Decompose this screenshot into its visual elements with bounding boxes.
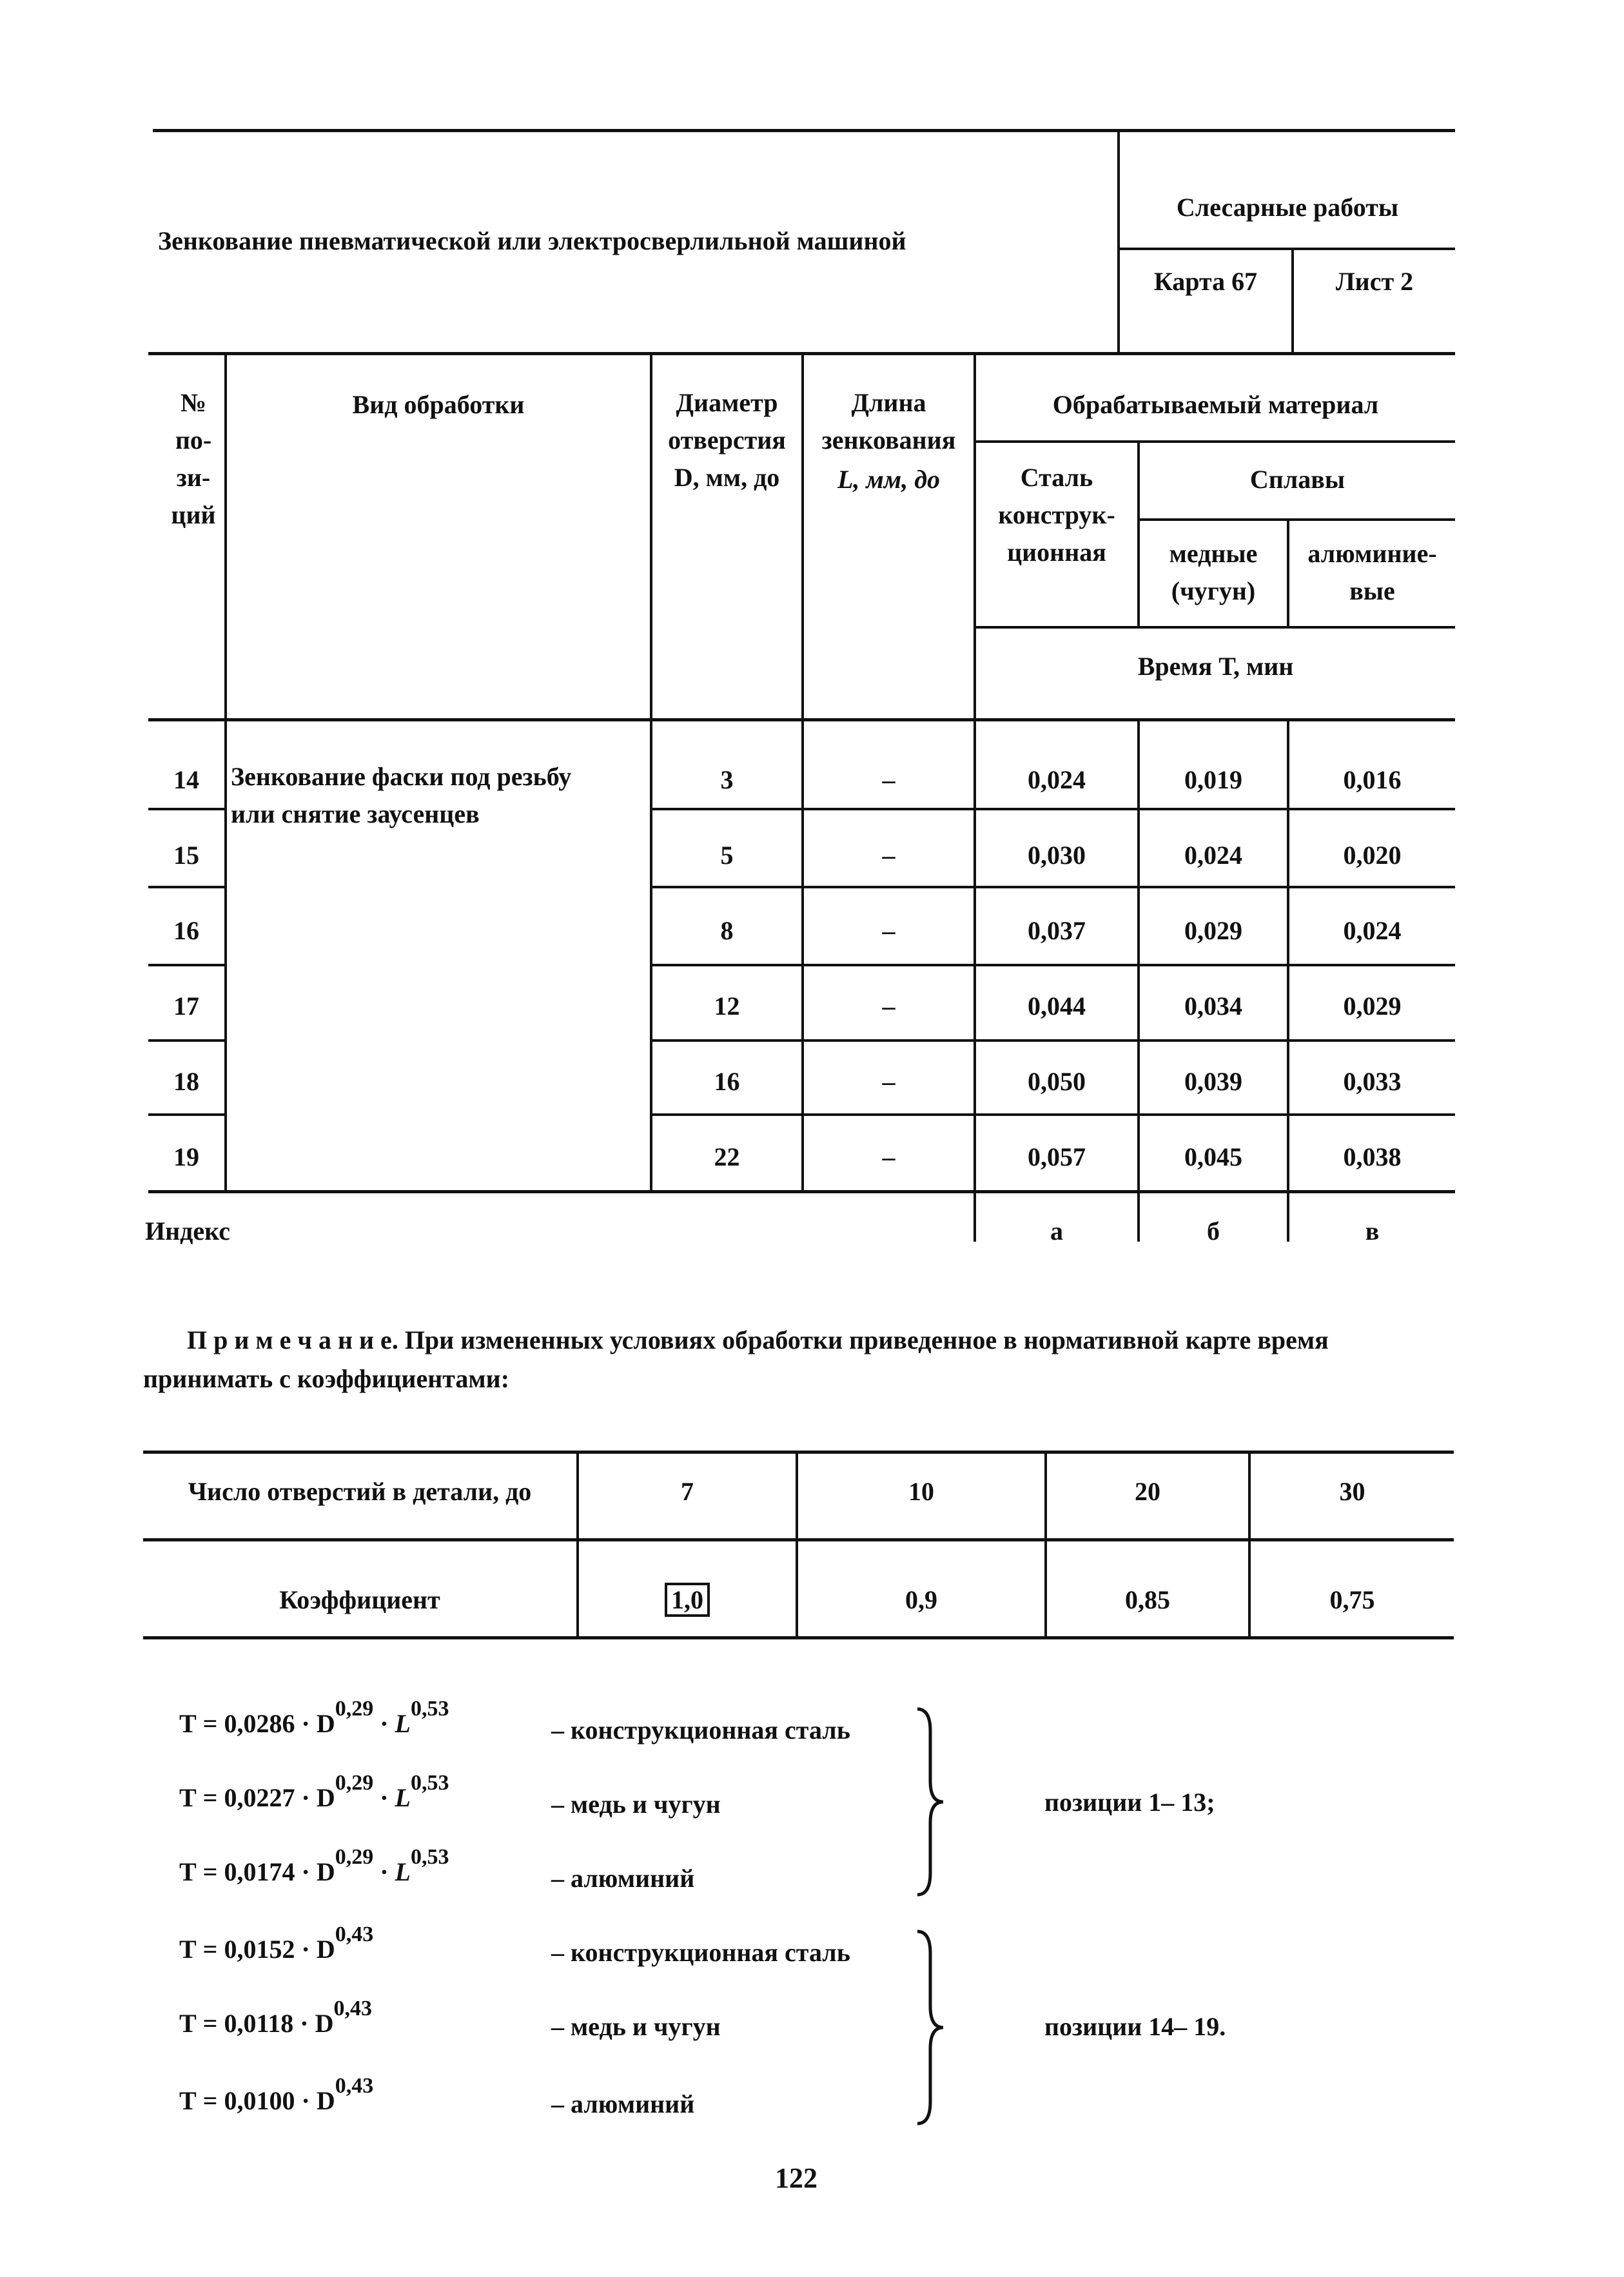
coefficient-cell: 0,85 xyxy=(1125,1585,1170,1614)
diameter-cell: 16 xyxy=(714,1067,740,1096)
coefficient-cell: 0,9 xyxy=(905,1585,937,1614)
position-cell: 18 xyxy=(173,1067,199,1096)
steel-time-cell: 0,057 xyxy=(1028,1142,1086,1171)
coef-top-rule xyxy=(143,1451,1454,1454)
index-v: в xyxy=(1365,1217,1380,1246)
formula-material: – конструкционная сталь xyxy=(551,1715,850,1744)
position-cell: 16 xyxy=(173,916,199,945)
aluminum-time-cell: 0,033 xyxy=(1343,1067,1402,1096)
length-cell: – xyxy=(882,841,895,870)
row-rule-left xyxy=(148,964,224,966)
col-header-position: № по- зи- ций xyxy=(171,388,216,529)
coefficient-cell-boxed xyxy=(579,1585,796,1616)
position-cell: 19 xyxy=(173,1142,199,1171)
col-header-type: Вид обработки xyxy=(352,390,525,419)
col-header-alloys: Сплавы xyxy=(1249,465,1345,494)
coefficient-cell: 0,75 xyxy=(1329,1585,1375,1614)
index-a: а xyxy=(1050,1217,1063,1246)
holes-cell: 7 xyxy=(681,1477,694,1506)
row-rule-left xyxy=(148,886,224,888)
steel-time-cell: 0,044 xyxy=(1028,992,1086,1021)
copper-time-cell: 0,045 xyxy=(1184,1142,1242,1171)
formula-line: Т = 0,0227 · D$^{0,29}$ · L$^{0,53}$ xyxy=(179,1771,449,1812)
row-rule xyxy=(651,1113,1455,1116)
copper-time-cell: 0,029 xyxy=(1184,916,1242,945)
row-rule-left xyxy=(148,1113,224,1116)
col-header-diameter: Диаметр отверстия D, мм, до xyxy=(668,388,786,492)
steel-time-cell: 0,037 xyxy=(1028,916,1086,945)
aluminum-time-cell: 0,024 xyxy=(1343,916,1402,945)
coef-mid-rule xyxy=(143,1538,1454,1541)
col-divider-pos xyxy=(224,352,227,1191)
coefficient-boxed-value: 1,0 xyxy=(665,1583,710,1617)
formula-material: – алюминий xyxy=(551,1864,695,1893)
formula-material: – алюминий xyxy=(551,2089,695,2118)
time-rule xyxy=(975,626,1455,629)
diameter-cell: 22 xyxy=(714,1142,740,1171)
row-rule xyxy=(651,808,1455,810)
formula-material: – медь и чугун xyxy=(551,1790,721,1819)
col-header-length: Длина зенкования xyxy=(821,388,956,454)
coef-row-label-holes: Число отверстий в детали, до xyxy=(188,1477,532,1506)
holes-cell: 20 xyxy=(1135,1477,1160,1506)
col-header-steel: Сталь конструк- ционная xyxy=(998,463,1115,567)
material-rule xyxy=(975,440,1455,443)
section-title: Слесарные работы xyxy=(1176,193,1399,222)
position-cell: 15 xyxy=(173,841,199,870)
right-brace-icon xyxy=(912,1928,951,2127)
length-cell: – xyxy=(882,1142,895,1171)
diameter-cell: 8 xyxy=(720,916,734,945)
coef-bottom-rule xyxy=(143,1636,1454,1639)
aluminum-time-cell: 0,038 xyxy=(1343,1142,1402,1171)
copper-time-cell: 0,024 xyxy=(1184,841,1242,870)
row-rule xyxy=(651,964,1455,966)
formula-line: Т = 0,0152 · D$^{0,43}$ xyxy=(179,1922,374,1964)
note-paragraph xyxy=(187,1325,1329,1356)
formula-line: Т = 0,0100 · D$^{0,43}$ xyxy=(179,2074,374,2115)
col-header-length-unit: L, мм, до xyxy=(837,465,941,494)
diameter-cell: 5 xyxy=(720,841,734,870)
formula-line: Т = 0,0174 · D$^{0,29}$ · L$^{0,53}$ xyxy=(179,1845,449,1886)
note-text-continued: принимать с коэффициентами: xyxy=(143,1364,510,1393)
aluminum-time-cell: 0,029 xyxy=(1343,992,1402,1021)
steel-time-cell: 0,030 xyxy=(1028,841,1086,870)
index-b: б xyxy=(1207,1217,1220,1246)
aluminum-time-cell: 0,020 xyxy=(1343,841,1402,870)
right-brace-icon xyxy=(912,1705,951,1899)
length-cell: – xyxy=(882,916,895,945)
note-label: П р и м е ч а н и е. xyxy=(187,1325,398,1354)
formula-line: Т = 0,0286 · D$^{0,29}$ · L$^{0,53}$ xyxy=(179,1697,449,1738)
diameter-cell: 3 xyxy=(720,765,734,794)
sheet-number: Лист 2 xyxy=(1335,267,1414,296)
holes-cell: 30 xyxy=(1339,1477,1365,1506)
col-header-material: Обрабатываемый материал xyxy=(1052,390,1379,419)
diameter-cell: 12 xyxy=(714,992,740,1021)
positions-label-1-13: позиции 1– 13; xyxy=(1044,1788,1215,1817)
copper-time-cell: 0,039 xyxy=(1184,1067,1242,1096)
header-card-divider xyxy=(1291,248,1294,353)
page-number: 122 xyxy=(775,2162,817,2194)
coef-row-label-coefficient: Коэффициент xyxy=(279,1585,440,1614)
length-cell: – xyxy=(882,1067,895,1096)
header-top-rule xyxy=(153,129,1455,132)
copper-time-cell: 0,034 xyxy=(1184,992,1242,1021)
document-title: Зенкование пневматической или электросверлильной машиной xyxy=(158,226,906,255)
formula-material: – медь и чугун xyxy=(551,2012,721,2041)
formula-material: – конструкционная сталь xyxy=(551,1938,850,1967)
note-text: При измененных условиях обработки приведенное в нормативной карте время xyxy=(404,1325,1329,1354)
alloys-rule xyxy=(1139,518,1455,521)
position-cell: 14 xyxy=(173,765,199,794)
position-cell: 17 xyxy=(173,992,199,1021)
copper-time-cell: 0,019 xyxy=(1184,765,1242,794)
row-rule-left xyxy=(148,808,224,810)
index-label: Индекс xyxy=(145,1217,230,1246)
holes-cell: 10 xyxy=(908,1477,934,1506)
steel-time-cell: 0,024 xyxy=(1028,765,1086,794)
operation-description: Зенкование фаски под резьбу или снятие заусенцев xyxy=(231,762,572,828)
aluminum-time-cell: 0,016 xyxy=(1343,765,1402,794)
positions-label-14-19: позиции 14– 19. xyxy=(1044,2012,1226,2041)
length-cell: – xyxy=(882,765,895,794)
length-cell: – xyxy=(882,992,895,1021)
col-header-aluminum: алюминие- вые xyxy=(1307,539,1437,605)
col-header-copper: медные (чугун) xyxy=(1169,539,1258,605)
header-mid-rule xyxy=(1119,248,1455,250)
row-rule xyxy=(651,886,1455,888)
col-header-time: Время Т, мин xyxy=(1137,652,1294,681)
row-rule-left xyxy=(148,1039,224,1042)
card-number: Карта 67 xyxy=(1153,267,1258,296)
row-rule xyxy=(651,1039,1455,1042)
steel-time-cell: 0,050 xyxy=(1028,1067,1086,1096)
header-divider xyxy=(1117,129,1120,353)
formula-line: Т = 0,0118 · D$^{0,43}$ xyxy=(179,1997,372,2038)
